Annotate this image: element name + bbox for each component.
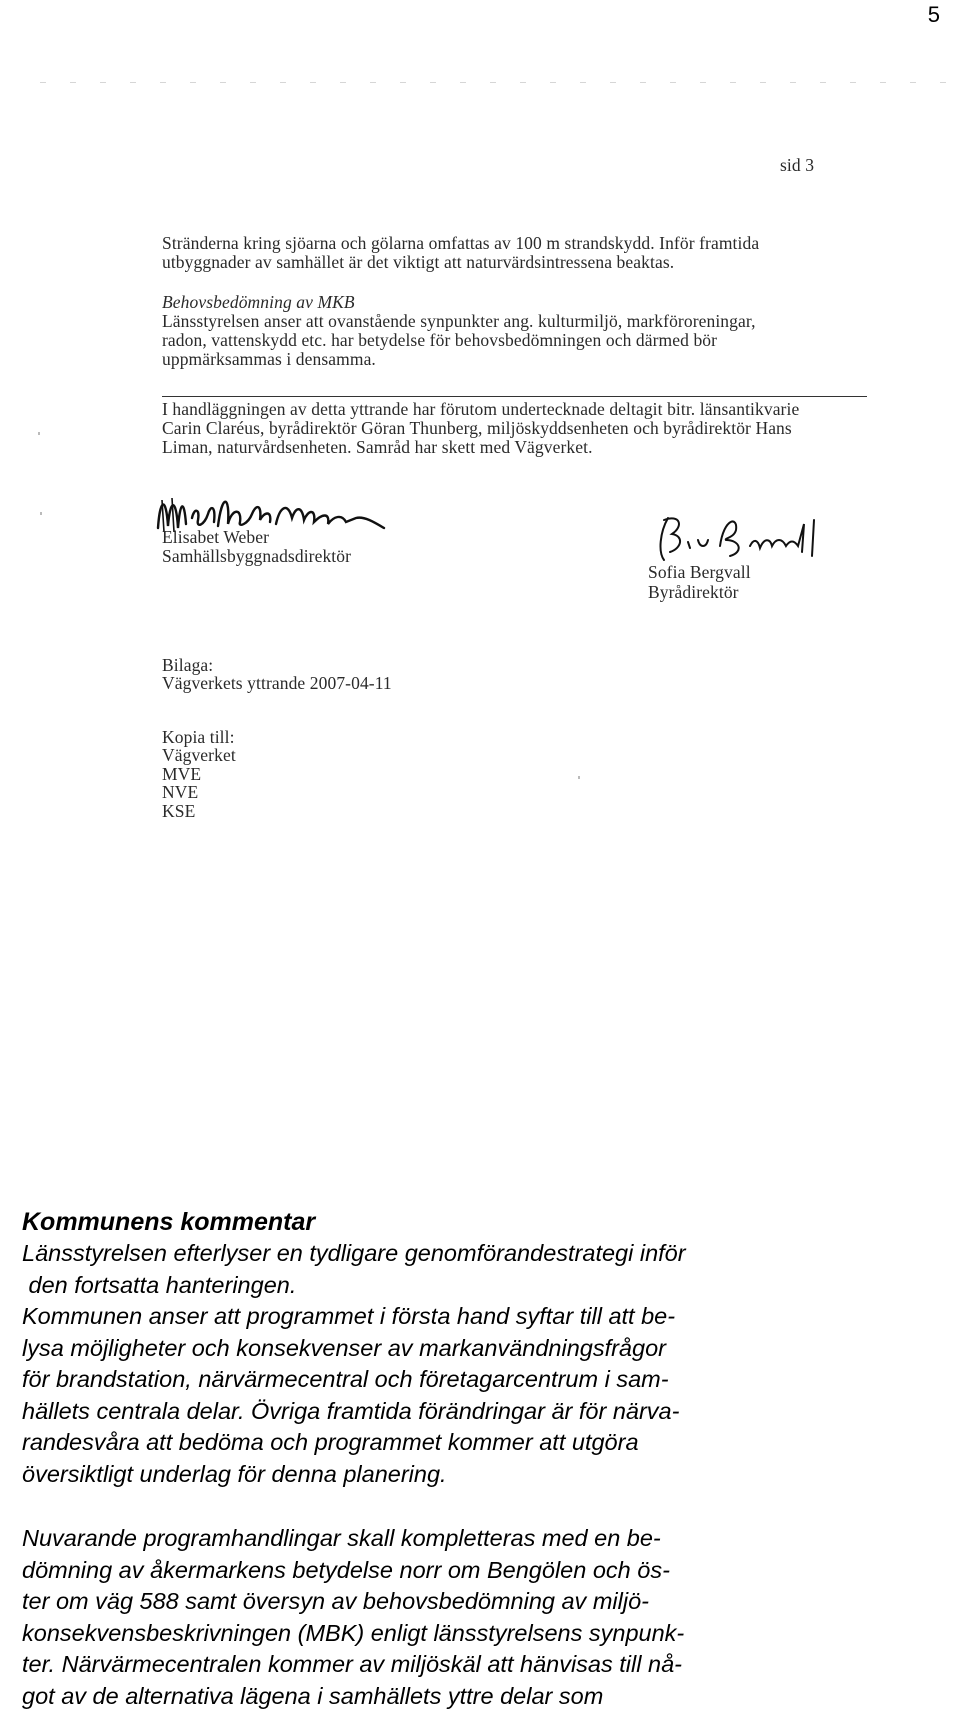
signatory-2-name: Sofia Bergvall (648, 562, 751, 582)
comment-line: Kommunen anser att programmet i första hand syftar till att be- (22, 1303, 676, 1329)
signatory-1-title: Samhällsbyggnadsdirektör (162, 546, 352, 566)
comment-line: ter. Närvärmecentralen kommer av miljöskäl att hänvisas till nå- (22, 1651, 682, 1677)
attachment-item: Vägverkets yttrande 2007-04-11 (162, 673, 392, 693)
municipality-comment (22, 1206, 922, 1712)
text-line: Länsstyrelsen anser att ovanstående synpunkter ang. kulturmiljö, markföroreningar, (162, 311, 756, 331)
comment-line: hällets centrala delar. Övriga framtida förändringar är för närva- (22, 1397, 680, 1424)
scan-speck (578, 776, 580, 779)
scan-border (40, 82, 960, 83)
copy-label: Kopia till: (162, 727, 235, 747)
comment-line: got av de alternativa lägena i samhällets yttre delar som (22, 1682, 604, 1709)
signatory-2-title: Byrådirektör (648, 582, 739, 602)
copy-recipient: MVE (162, 763, 202, 784)
paragraph-gap (22, 1490, 922, 1523)
letter-paragraph-strandskydd (162, 234, 862, 272)
scan-speck (40, 512, 42, 515)
divider-rule (162, 396, 867, 397)
copy-recipient: Vägverket (162, 745, 236, 765)
comment-line: lysa möjligheter och konsekvenser av markanvändningsfrågor (22, 1334, 666, 1361)
text-line: Carin Claréus, byrådirektör Göran Thunberg, miljöskyddsenheten och byrådirektör Hans (162, 418, 792, 438)
copy-recipient: KSE (162, 800, 196, 821)
attachment-label: Bilaga: (162, 655, 214, 675)
text-line: Stränderna kring sjöarna och gölarna omfattas av 100 m strandskydd. Inför framtida (162, 233, 760, 253)
letter-paragraph-mkb (162, 312, 862, 369)
text-line: radon, vattenskydd etc. har betydelse för behovsbedömningen och därmed bör (162, 330, 718, 350)
comment-line: dömning av åkermarkens betydelse norr om Bengölen och ös- (22, 1556, 670, 1583)
comment-line: randesvåra att bedöma och programmet kommer att utgöra (22, 1429, 639, 1455)
comment-line: konsekvensbeskrivningen (MBK) enligt länsstyrelsens synpunk- (22, 1619, 685, 1646)
copy-recipient: NVE (162, 782, 199, 802)
page-number: 5 (927, 2, 940, 27)
copy-recipients (162, 746, 236, 820)
signatory-1-name: Elisabet Weber (162, 527, 270, 547)
text-line: Liman, naturvårdsenheten. Samråd har skett med Vägverket. (162, 437, 593, 457)
scan-speck (38, 432, 40, 435)
letter-subheading-mkb: Behovsbedömning av MKB (162, 292, 355, 312)
letter-page-reference: sid 3 (780, 155, 815, 175)
comment-line: den fortsatta hanteringen. (22, 1271, 297, 1298)
letter-paragraph-handlaggning (162, 400, 867, 457)
comment-line: Nuvarande programhandlingar skall kompletteras med en be- (22, 1525, 661, 1551)
comment-line: ter om väg 588 samt översyn av behovsbedömning av miljö- (22, 1588, 649, 1614)
text-line: utbyggnader av samhället är det viktigt att naturvärdsintressena beaktas. (162, 252, 675, 272)
comment-line: för brandstation, närvärmecentral och företagarcentrum i sam- (22, 1366, 669, 1392)
signature-bergvall-image (654, 512, 844, 564)
text-line: uppmärksammas i densamma. (162, 349, 376, 369)
comment-line: översiktligt underlag för denna planering. (22, 1460, 447, 1487)
comment-line: Länsstyrelsen efterlyser en tydligare genomförandestrategi inför (22, 1240, 686, 1266)
comment-heading: Kommunens kommentar (22, 1208, 316, 1236)
text-line: I handläggningen av detta yttrande har förutom undertecknade deltagit bitr. länsantikvarie (162, 399, 800, 419)
